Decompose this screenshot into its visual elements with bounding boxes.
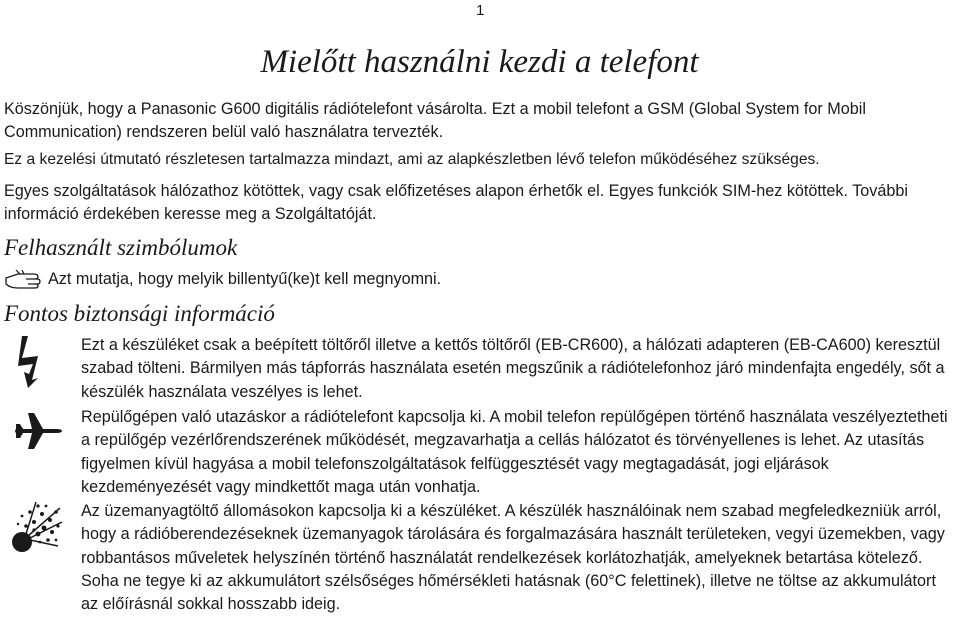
keypress-symbol-row <box>4 268 441 290</box>
intro-paragraph-3: Egyes szolgáltatások hálózathoz kötöttek, vagy csak előfizetéses alapon érhetők el. Egyes funkciók SIM-hez kötöttek. További információ érdekében keresse meg a Szolgáltatóját. <box>4 182 909 223</box>
intro-paragraph-1: Köszönjük, hogy a Panasonic G600 digitális rádiótelefont vásárolta. Ezt a mobil telefont a GSM (Global System for Mobil Communication) rendszeren belül való használatra tervezték. <box>4 100 866 141</box>
safety-heading: Fontos biztonsági információ <box>4 301 275 326</box>
page-number: 1 <box>476 2 485 19</box>
refuel-warning-text: Az üzemanyagtöltő állomásokon kapcsolja ki a készüléket. A készülék használóinak nem szabad megfeledkezniük arról, hogy a rádióberendezéseknek üzemanyagok tárolására és forgalmazására használt területeken, vegyi üzemekben, vagy robbantásos műveletek helyszínén történő használatát rendelkezések korlátozhatják, amelyeknek betartása kötelező. <box>81 502 945 567</box>
page-title: Mielőtt használni kezdi a telefont <box>260 44 699 80</box>
lightning-bolt-icon <box>14 336 48 388</box>
hand-press-icon <box>4 268 42 290</box>
symbols-heading: Felhasznált szimbólumok <box>4 235 238 260</box>
keypress-description: Azt mutatja, hogy melyik billentyű(ke)t kell megnyomni. <box>48 269 442 288</box>
intro-paragraph-2: Ez a kezelési útmutató részletesen tartalmazza mindazt, ami az alapkészletben lévő telefon működéséhez szükséges. <box>4 151 820 168</box>
aircraft-warning: Repülőgépen való utazáskor a rádiótelefont kapcsolja ki. A mobil telefon repülőgépen történő használata veszélyeztetheti a repülőgép vezérlőrendszerének működését, megzavarhatja a cellás hálózatot és törvényellenes is lehet. Az utasítás figyelmen kívül hagyása a mobil telefonszolgáltatások felfüggesztését vagy megtagadását, jogi eljárások kezdeményezését vagy mindkettőt maga után vonhatja. <box>81 408 948 496</box>
charging-warning: Ezt a készüléket csak a beépített töltőről illetve a kettős töltőről (EB-CR600), a hálózati adapteren (EB-CA600) keresztül szabad tölteni. Bármilyen más tápforrás használata esetén megszűnik a rádiótelefonhoz járó mindenfajta engedély, sőt a készülék használata veszélyes is lehet. <box>81 336 945 401</box>
refuel-warning <box>81 500 957 616</box>
explosion-icon <box>8 500 64 556</box>
battery-temperature-warning: Soha ne tegye ki az akkumulátort szélsőséges hőmérsékleti hatásnak (60°C felettinek), illetve ne töltse az akkumulátort az előírásnál sokkal hosszabb ideig. <box>81 571 936 614</box>
airplane-icon <box>12 405 64 457</box>
